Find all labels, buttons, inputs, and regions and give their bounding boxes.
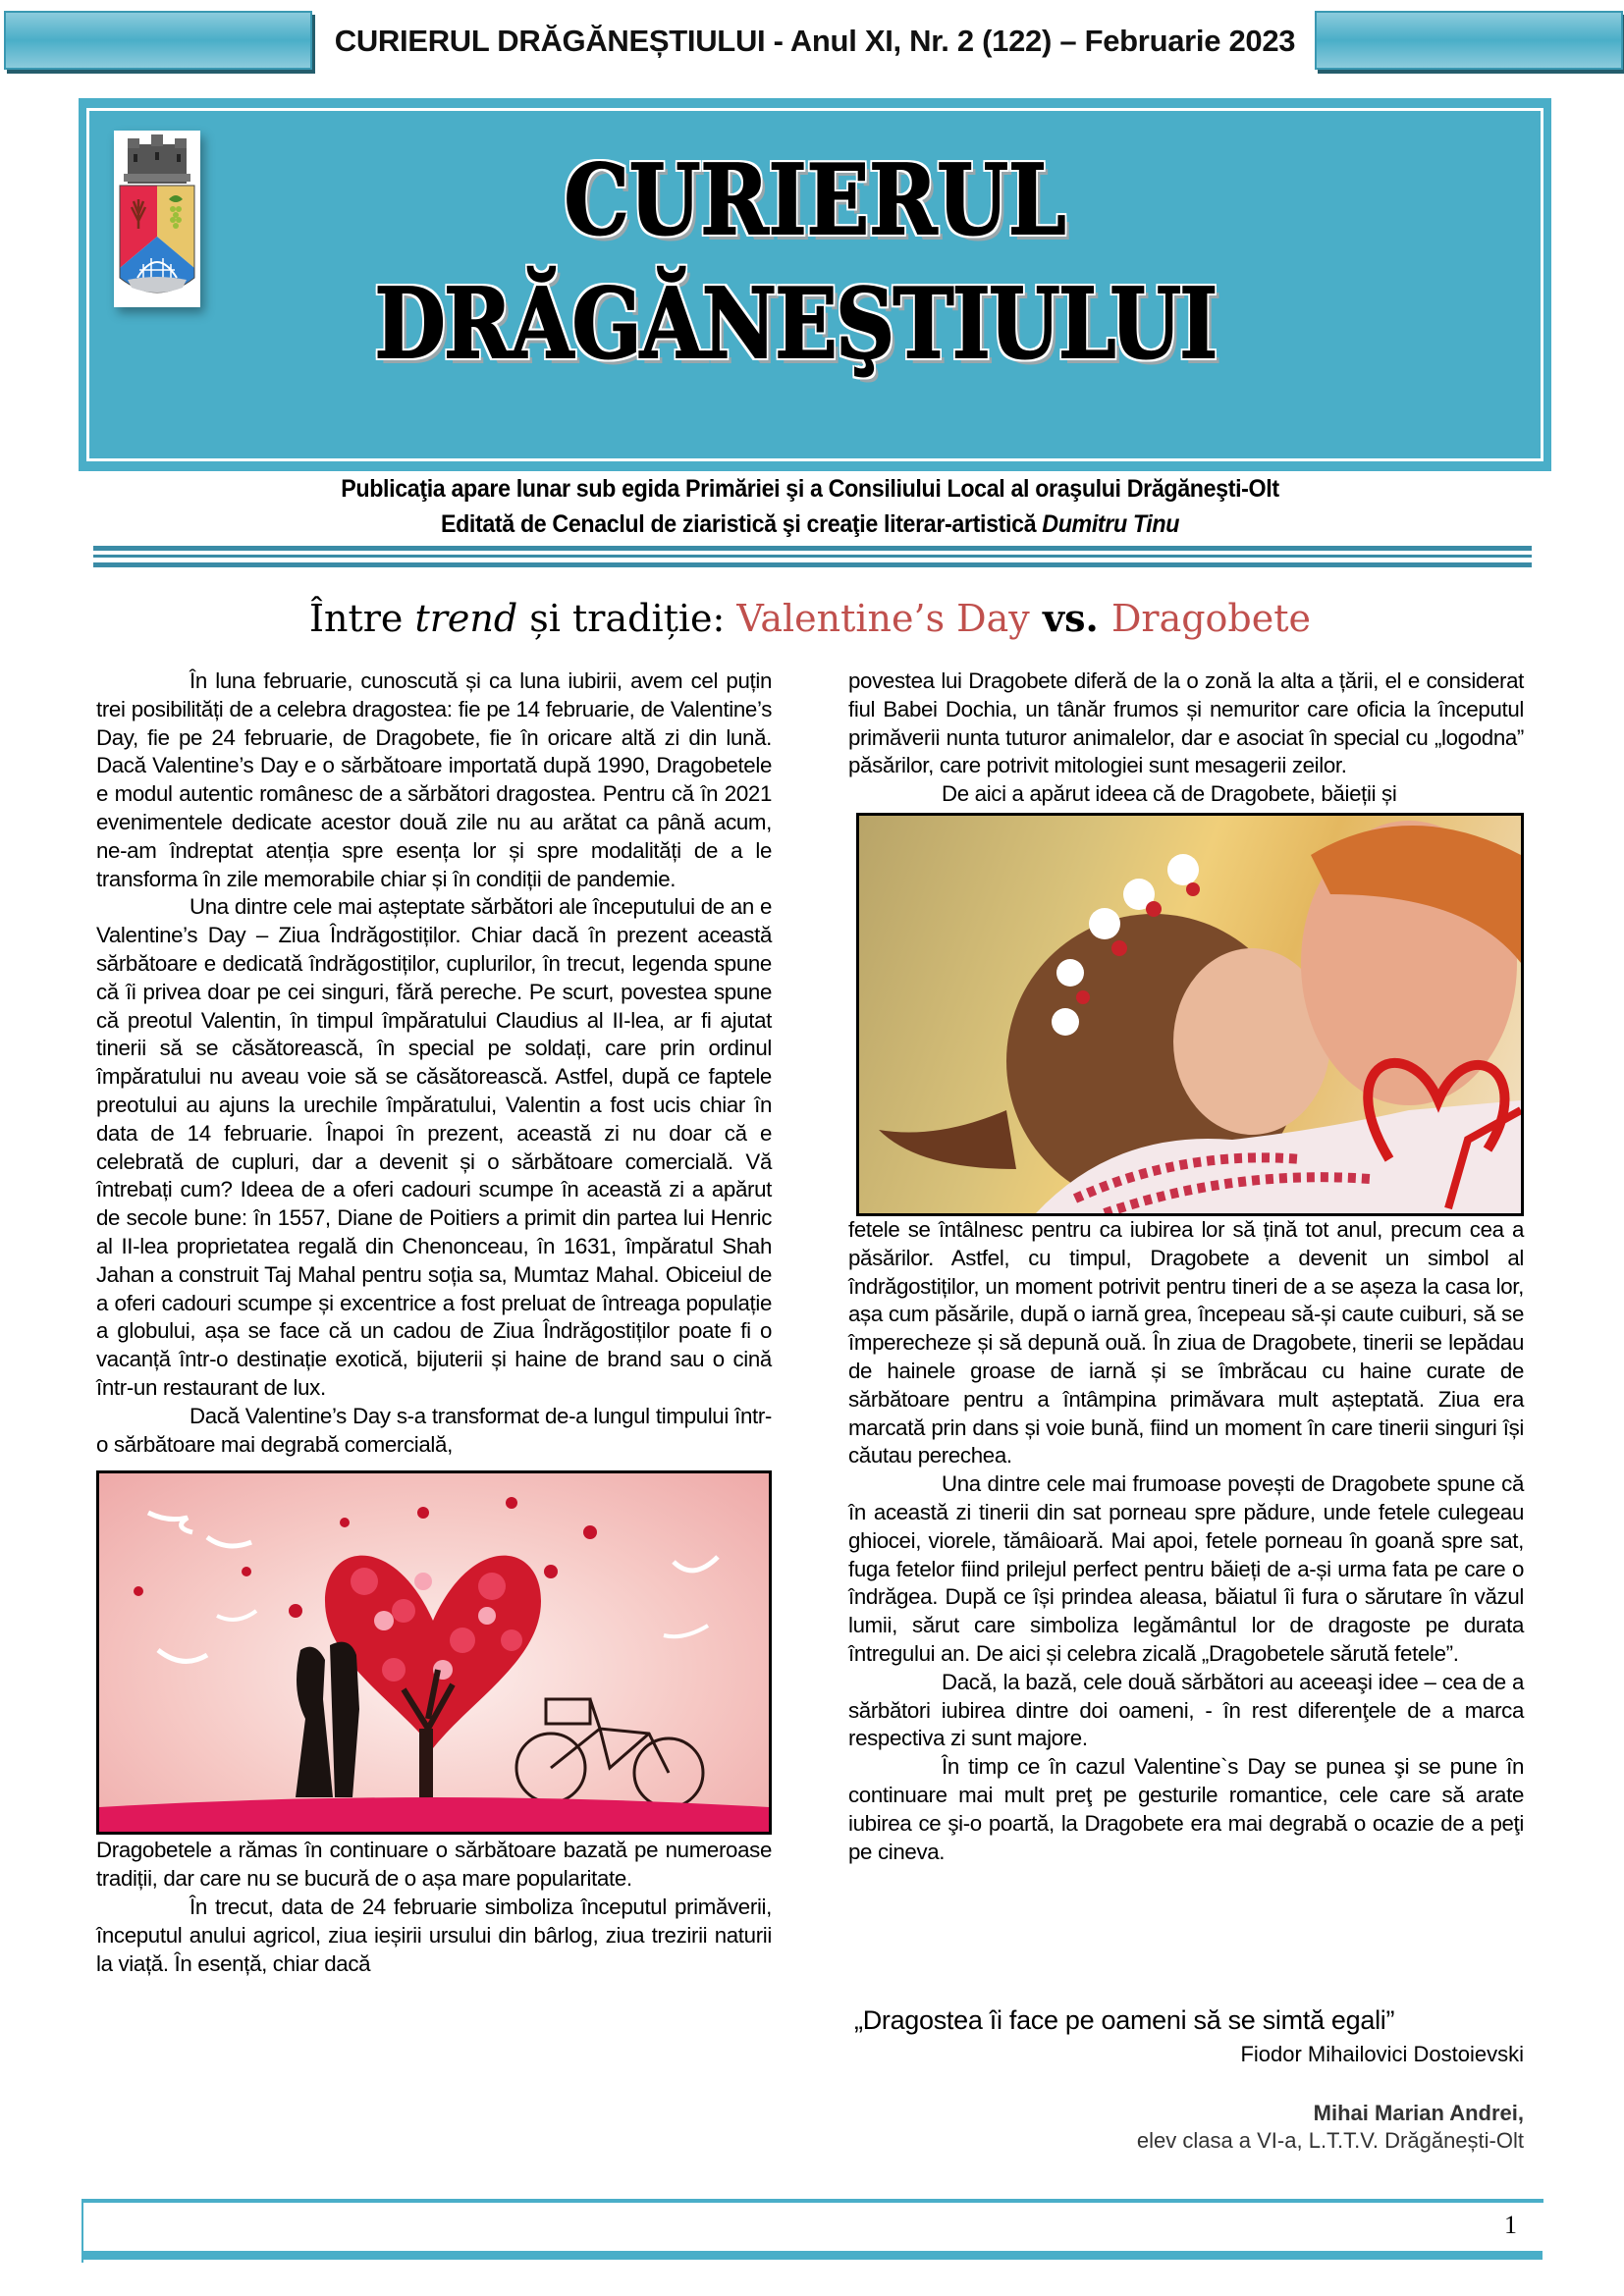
headline-trend: trend — [414, 597, 518, 640]
paragraph: Dacă Valentine’s Day s-a transformat de-a lungul timpului într-o sărbătoare mai degrabă comercială, — [96, 1403, 772, 1457]
editor-name: Dumitru Tinu — [1042, 510, 1180, 538]
running-header-title: CURIERUL DRĂGĂNEȘTIULUI - Anul XI, Nr. 2 (122) – Februarie 2023 — [334, 24, 1296, 58]
article-left-column — [96, 667, 772, 1978]
paragraph: În timp ce în cazul Valentine`s Day se punea şi se pune în continuare mai mult preţ pe gesturile romantice, cele care să arate iubirea ce şi-o poartă, la Dragobete era mai degrabă o ocazie de a peţi pe cineva. — [848, 1754, 1524, 1864]
article-author-name: Mihai Marian Andrei, — [1313, 2101, 1524, 2125]
masthead-title-line1: CURIERUL — [564, 144, 1066, 257]
divider-rule — [93, 562, 1532, 567]
header-decor-tab-right — [1315, 11, 1623, 70]
paragraph: Una dintre cele mai frumoase povești de Dragobete spune că în această zi tinerii din sat porneau spre pădure, unde fetele culegeau ghiocei, viorele, tămâioară. Mai apoi, fetele porneau în goană spre sat, fuga fetelor fiind prilejul perfect pentru băieți de a-și urma fata pe care o îndrăgea. După ce își prindea aleasa, băiatul îi fura o sărutare în văzul lumii, sărut care simboliza legământul lor de dragoste pe durata întregului an. De aici și celebra zicală „Dragobetele sărută fetele”. — [848, 1471, 1524, 1666]
article-headline — [196, 596, 1424, 640]
article-right-column — [848, 667, 1524, 1866]
publication-editor-line — [240, 510, 1381, 539]
masthead-title-line2: DRĂGĂNEŞTIULUI — [374, 268, 1217, 381]
headline-vs: vs. — [1029, 596, 1111, 640]
publication-subtitle: Publicaţia apare lunar sub egida Primăriei şi a Consiliului Local al oraşului Drăgăneşti-Olt — [341, 475, 1279, 503]
headline-part: și tradiție: — [517, 597, 737, 640]
paragraph: În trecut, data de 24 februarie simboliza începutul primăverii, începutul anului agricol, ziua ieșirii ursului din bârlog, ziua trezirii naturii la viață. În esență, chiar dacă — [96, 1894, 772, 1976]
header-decor-tab-left — [4, 11, 312, 70]
paragraph: Dacă, la bază, cele două sărbători au aceeaşi idee – cea de a sărbători iubirea dintre doi oameni, - în rest diferenţele de a marca respectiva zi sunt majore. — [848, 1669, 1524, 1751]
paragraph: În luna februarie, cunoscută și ca luna iubirii, avem cel puțin trei posibilități de a celebra dragostea: fie pe 14 februarie, de Valentine’s Day, fie pe 24 februarie, de Dragobete, fie în oricare altă zi din lună. Dacă Valentine’s Day e o sărbătoare importată după 1990, Dragobetele e modul autentic românesc de a sărbători dragostea. Pentru că în 2021 evenimentele dedicate acestor două zile nu au arătat ca până acum, ne-am îndreptat atenția spre esența lor și spre modalități de a le transforma în zile memorabile chiar și în condiții de pandemie. — [96, 668, 772, 891]
masthead — [79, 98, 1551, 471]
paragraph: Una dintre cele mai așteptate sărbători ale începutului de an e Valentine’s Day – Ziua Îndrăgostiților. Chiar dacă în prezent această sărbătoare e dedicată îndrăgostiților, cuplurilor, în trecut, legenda spune că îi privea doar pe cei singuri, fără pereche. Pe scurt, povestea spune că preotul Valentin, în timpul împăratului Claudius al II-lea, ar fi ajutat tinerii să se căsătorească, în special pe soldați, care prin ordinul împăratului nu aveau voie să se căsătorească. Astfel, după ce faptele preotului au ajuns la urechile împăratului, Valentin a fost ucis chiar în data de 14 februarie. Înapoi în prezent, această zi nu doar că e celebrată de cupluri, dar a devenit și o sărbătoare comercială. Vă întrebați cum? Ideea de a oferi cadouri scumpe în această zi a apărut de secole bune: în 1557, Diane de Poitiers a primit din partea lui Henric al II-lea proprietatea regală din Chenonceau, în 1631, împăratul Shah Jahan a construit Taj Mahal pentru soția sa, Mumtaz Mahal. Obiceiul de a oferi cadouri scumpe și excentrice a fost preluat de întreaga populație a globului, așa se face că un cadou de Ziua Îndrăgostiților poate fi o vacanță într-o destinație exotică, bijuterii și haine de brand sau o cină într-un restaurant de lux. — [96, 894, 772, 1400]
footer-bar — [81, 2251, 1543, 2260]
closing-quote: „Dragostea îi face pe oameni să se simtă egali” — [854, 2005, 1395, 2035]
headline-part: Între — [308, 597, 415, 640]
dragobete-couple-photo-icon — [856, 813, 1524, 1216]
paragraph: povestea lui Dragobete diferă de la o zonă la alta a țării, el e considerat fiul Babei Dochia, un tânăr frumos și nemuritor care oficia la începutul primăverii nunta tuturor animalelor, dar e asociat în special cu „logodna” păsărilor, care potrivit mitologiei sunt mesagerii zeilor. — [848, 668, 1524, 778]
page-number: 1 — [1504, 2211, 1517, 2239]
paragraph: Dragobetele a rămas în continuare o sărbătoare bazată pe numeroase tradiții, dar care nu se bucură de o așa mare popularitate. — [96, 1838, 772, 1892]
article-author-role: elev clasa a VI-a, L.T.T.V. Drăgănești-Olt — [1136, 2128, 1524, 2153]
divider-rule — [93, 546, 1532, 551]
headline-dragobete: Dragobete — [1110, 597, 1311, 640]
quote-author: Fiodor Mihailovici Dostoievski — [1240, 2042, 1524, 2066]
masthead-frame — [86, 108, 1543, 461]
paragraph: fetele se întâlnesc pentru ca iubirea lor să țină tot anul, precum cea a păsărilor. Astfel, cu timpul, Dragobete a devenit un simbol al îndrăgostiților, un moment potrivit pentru tineri de a se așeza la casa lor, așa cum păsările, după o iarnă grea, începeau să-și caute cuiburi, să se împerecheze și să depună ouă. În ziua de Dragobete, tinerii se lepădau de hainele groase de iarnă și se îmbrăcau cu haine curate de sărbătoare pentru a întâmpina primăvara mult așteptată. Ziua era marcată prin dans și voie bună, fiind un moment în care tinerii singuri își căutau perechea. — [848, 1216, 1524, 1468]
headline-valentine: Valentine’s Day — [736, 597, 1030, 640]
divider-rule — [93, 555, 1532, 558]
valentine-tree-illustration-icon — [96, 1470, 772, 1835]
editor-line-prefix: Editată de Cenaclul de ziaristică şi creaţie literar-artistică — [440, 510, 1043, 538]
paragraph: De aici a apărut ideea că de Dragobete, băieții și — [942, 781, 1397, 807]
